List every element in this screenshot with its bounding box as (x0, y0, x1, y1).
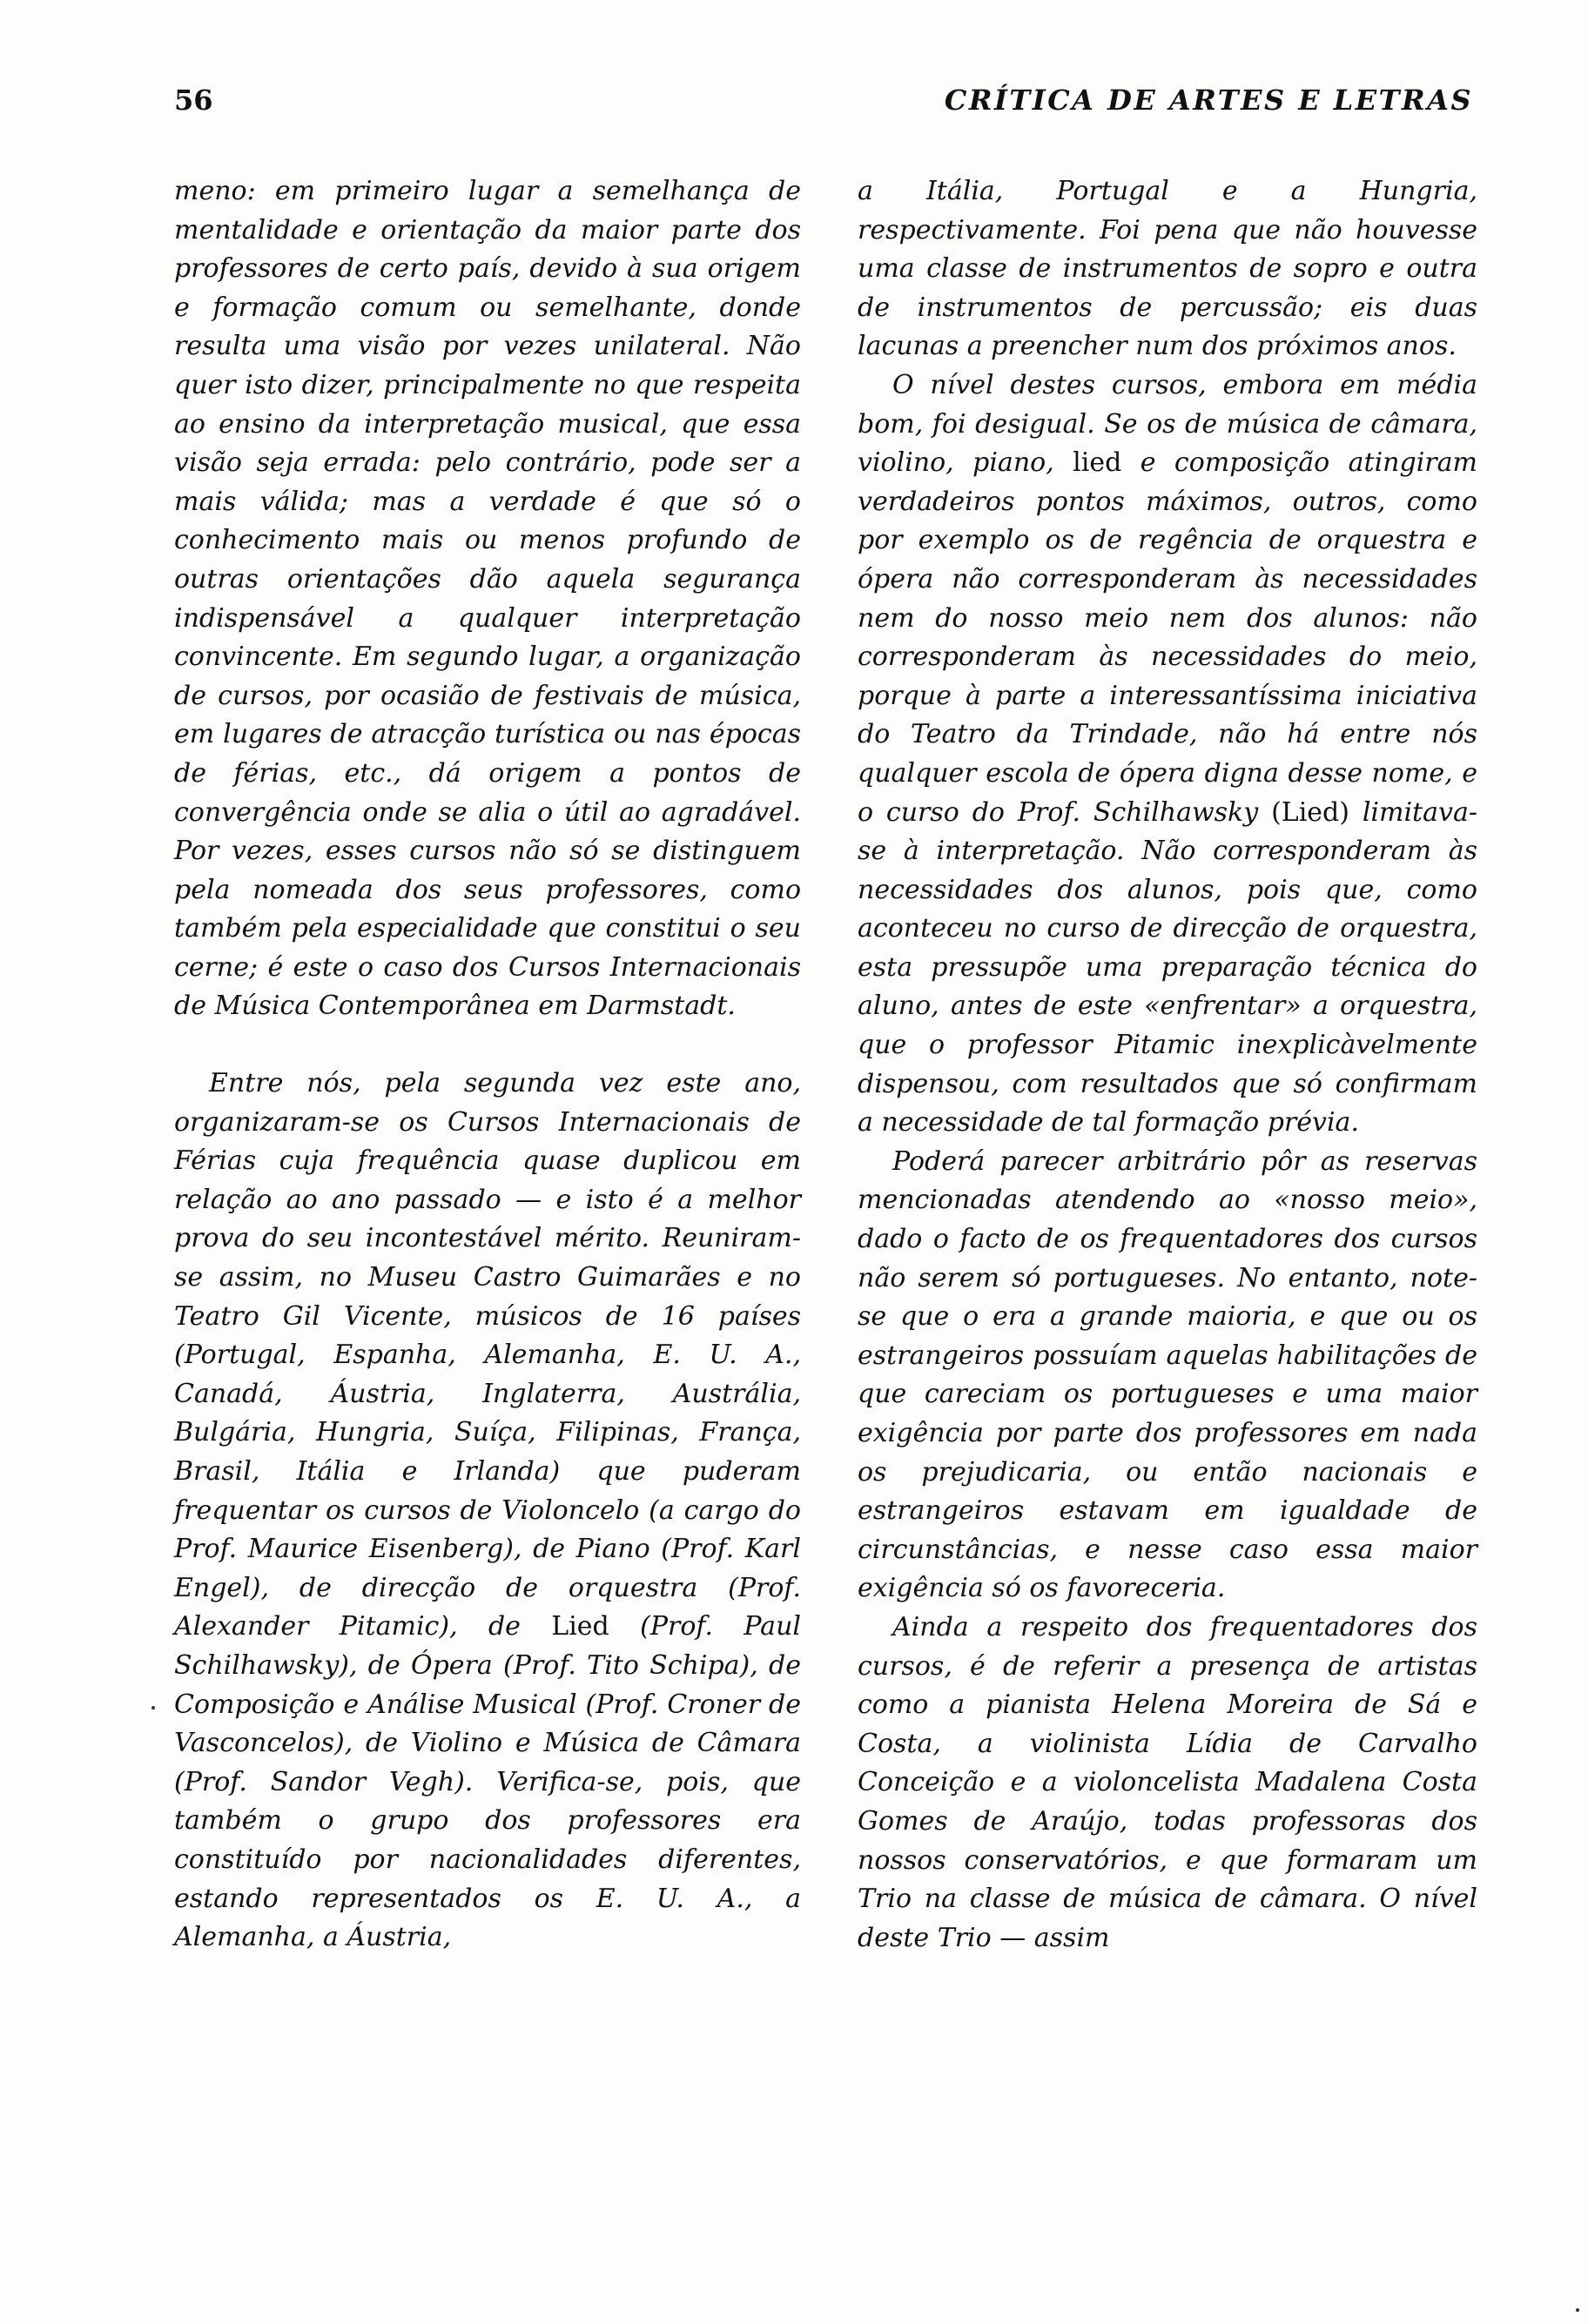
right-paragraph-2-text-b: e composição atingiram verdadeiros pontos máximos, outros, como por exemplo os de regência de orquestra e ópera não corresponderam às necessidades nem do nosso meio nem dos alunos: não corresponderam às necessidades do meio, porque à parte a interessantíssima iniciativa do Teatro da Trindade, não há entre nós qualquer escola de ópera digna desse nome, e o curso do Prof. Schilhawsky (858, 447, 1477, 828)
right-paragraph-2 (858, 366, 1477, 1143)
page-header (174, 84, 1473, 127)
right-paragraph-1: a Itália, Portugal e a Hungria, respectivamente. Foi pena que não houvesse uma classe de instrumentos de sopro e outra de instrumentos de percussão; eis duas lacunas a preencher num dos próximos anos. (858, 176, 1477, 362)
left-column (174, 172, 801, 1958)
left-paragraph-2-text-b: (Prof. Paul Schilhawsky), de Ópera (Prof. Tito Schipa), de Composição e Análise Musical (Prof. Croner de Vasconcelos), de Violino e Música de Câmara (Prof. Sandor Vegh). Verifica-se, pois, que também o grupo dos professores era constituído por nacionalidades diferentes, estando representados os E. U. A., a Alemanha, a Áustria, (174, 1611, 801, 1953)
running-head: CRÍTICA DE ARTES E LETRAS (944, 84, 1473, 117)
left-paragraph-2 (174, 1065, 801, 1958)
right-paragraph-2-text-a: O nível destes cursos, embora em média bom, foi desigual. Se os de música de câmara, violino, piano, (858, 369, 1477, 479)
right-paragraph-4: Ainda a respeito dos frequentadores dos cursos, é de referir a presença de artistas como a pianista Helena Moreira de Sá e Costa, a violinista Lídia de Carvalho Conceição e a violoncelista Madalena Costa Gomes de Araújo, todas professoras dos nossos conservatórios, e que formaram um Trio na classe de música de câmara. O nível deste Trio — assim (858, 1611, 1477, 1953)
scan-speck (151, 1706, 155, 1709)
left-paragraph-2-text-a: Entre nós, pela segunda vez este ano, organizaram-se os Cursos Internacionais de Férias cuja frequência quase duplicou em relação ao ano passado — e isto é a melhor prova do seu incontestável mérito. Reuniram-se assim, no Museu Castro Guimarães e no Teatro Gil Vicente, músicos de 16 países (Portugal, Espanha, Alemanha, E. U. A., Canadá, Áustria, Inglaterra, Austrália, Bulgária, Hungria, Suíça, Filipinas, França, Brasil, Itália e Irlanda) que puderam frequentar os cursos de Violoncelo (a cargo do Prof. Maurice Eisenberg), de Piano (Prof. Karl Engel), de direcção de orquestra (Prof. Alexander Pitamic), de (174, 1068, 801, 1642)
right-paragraph-3: Poderá parecer arbitrário pôr as reservas mencionadas atendendo ao «nosso meio», dado o facto de os frequentadores dos cursos não serem só portugueses. No entanto, note-se que o era a grande maioria, e que ou os estrangeiros possuíam aquelas habilitações de que careciam os portugueses e uma maior exigência por parte dos professores em nada os prejudicaria, ou então nacionais e estrangeiros estavam em igualdade de circunstâncias, e nesse caso essa maior exigência só os favoreceria. (858, 1145, 1477, 1604)
right-column (858, 172, 1477, 1958)
page-number: 56 (174, 84, 213, 117)
lied-term: Lied (551, 1611, 609, 1642)
left-paragraph-1: meno: em primeiro lugar a semelhança de mentalidade e orientação da maior parte dos professores de certo país, devido à sua origem e formação comum ou semelhante, donde resulta uma visão por vezes unilateral. Não quer isto dizer, principalmente no que respeita ao ensino da interpretação musical, que essa visão seja errada: pelo contrário, pode ser a mais válida; mas a verdade é que só o conhecimento mais ou menos profundo de outras orientações dão aquela segurança indispensável a qualquer interpretação convincente. Em segundo lugar, a organização de cursos, por ocasião de festivais de música, em lugares de atracção turística ou nas épocas de férias, etc., dá origem a pontos de convergência onde se alia o útil ao agradável. Por vezes, esses cursos não só se distinguem pela nomeada dos seus professores, como também pela especialidade que constitui o seu cerne; é este o caso dos Cursos Internacionais de Música Contemporânea em Darmstadt. (174, 176, 801, 1022)
lied-term: lied (1073, 447, 1122, 479)
lied-term-parenthetical: (Lied) (1271, 796, 1349, 828)
right-paragraph-2-text-c: limitava-se à interpretação. Não corresponderam às necessidades dos alunos, pois que, como aconteceu no curso de direcção de orquestra, esta pressupõe uma preparação técnica do aluno, antes de este «enfrentar» a orquestra, que o professor Pitamic inexplicàvelmente dispensou, com resultados que só confirmam a necessidade de tal formação prévia. (858, 796, 1477, 1138)
scan-speck (1576, 2308, 1579, 2312)
